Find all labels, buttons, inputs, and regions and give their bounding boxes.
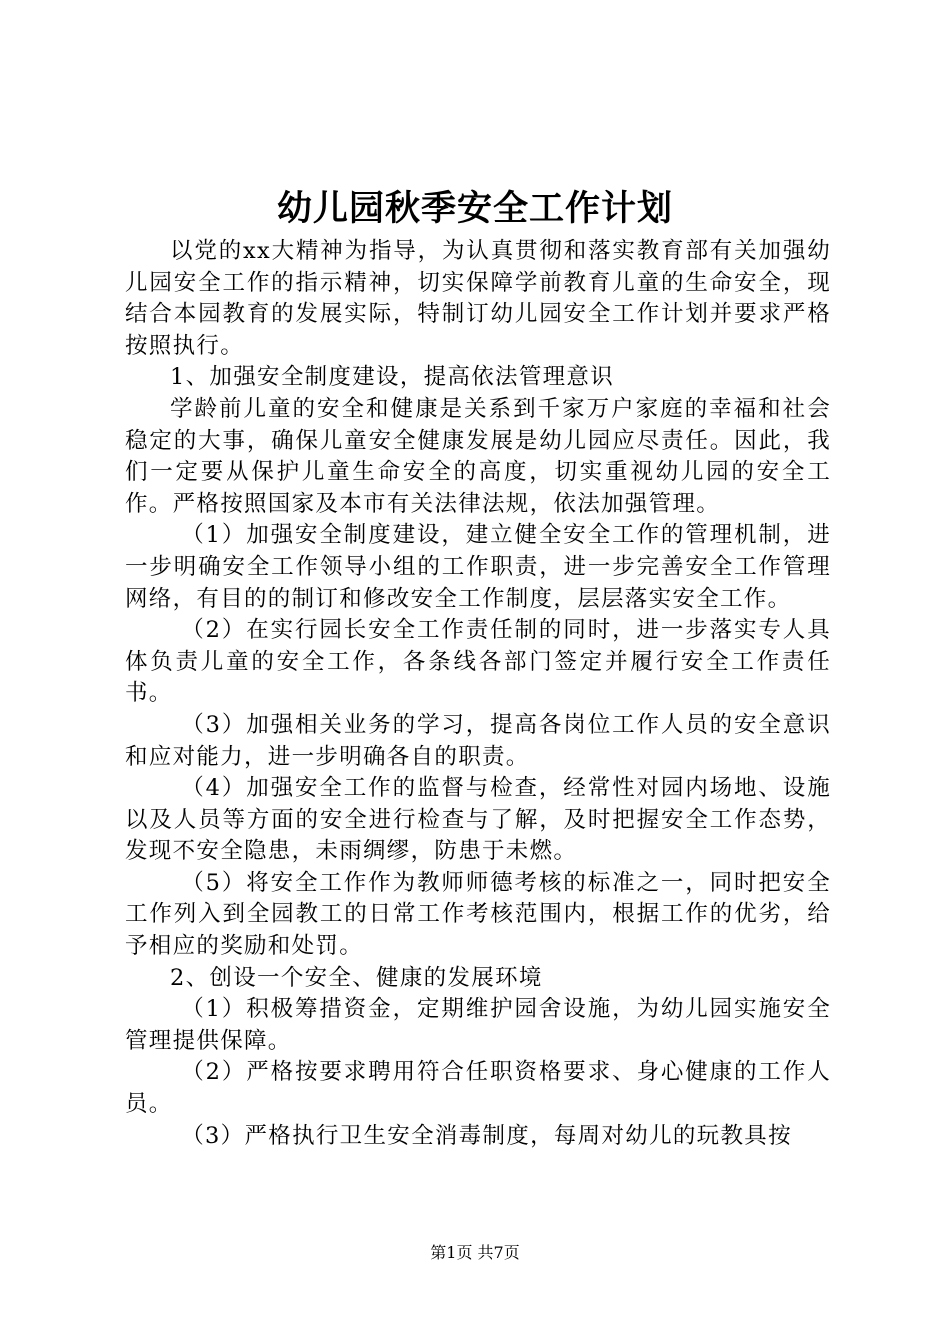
page-number-footer: 第1页 共7页 bbox=[430, 1243, 520, 1262]
paragraph-item-2-1: （1）积极筹措资金，定期维护园舍设施，为幼儿园实施安全管理提供保障。 bbox=[125, 996, 831, 1054]
paragraph-item-2-2: （2）严格按要求聘用符合任职资格要求、身心健康的工作人员。 bbox=[125, 1059, 831, 1118]
section-heading-1: 1、加强安全制度建设，提高依法管理意识 bbox=[170, 364, 615, 391]
paragraph-item-1-3: （3）加强相关业务的学习，提高各岗位工作人员的安全意识和应对能力，进一步明确各自的职责。 bbox=[125, 711, 831, 770]
paragraph-intro: 以党的xx大精神为指导，为认真贯彻和落实教育部有关加强幼儿园安全工作的指示精神，切实保障学前教育儿童的生命安全，现结合本园教育的发展实际，特制订幼儿园安全工作计划并要求严格按照执行。 bbox=[125, 238, 831, 359]
section-heading-2: 2、创设一个安全、健康的发展环境 bbox=[170, 964, 543, 991]
paragraph-item-2-3: （3）严格执行卫生安全消毒制度，每周对幼儿的玩教具按 bbox=[181, 1122, 792, 1149]
paragraph-item-1-4: （4）加强安全工作的监督与检查，经常性对园内场地、设施以及人员等方面的安全进行检查与了解，及时把握安全工作态势，发现不安全隐患，未雨绸缪，防患于未燃。 bbox=[125, 775, 831, 865]
document-title: 幼儿园秋季安全工作计划 bbox=[276, 188, 673, 229]
paragraph-item-1-2: （2）在实行园长安全工作责任制的同时，进一步落实专人具体负责儿童的安全工作，各条线各部门签定并履行安全工作责任书。 bbox=[125, 617, 831, 707]
paragraph-item-1-5: （5）将安全工作作为教师师德考核的标准之一，同时把安全工作列入到全园教工的日常工作考核范围内，根据工作的优劣，给予相应的奖励和处罚。 bbox=[125, 869, 831, 960]
paragraph-section-1-intro: 学龄前儿童的安全和健康是关系到千家万户家庭的幸福和社会稳定的大事，确保儿童安全健康发展是幼儿园应尽责任。因此，我们一定要从保护儿童生命安全的高度，切实重视幼儿园的安全工作。严格按照国家及本市有关法律法规，依法加强管理。 bbox=[125, 395, 831, 517]
paragraph-item-1-1: （1）加强安全制度建设，建立健全安全工作的管理机制，进一步明确安全工作领导小组的工作职责，进一步完善安全工作管理网络，有目的的制订和修改安全工作制度，层层落实安全工作。 bbox=[125, 522, 831, 612]
document-body bbox=[125, 236, 831, 1152]
